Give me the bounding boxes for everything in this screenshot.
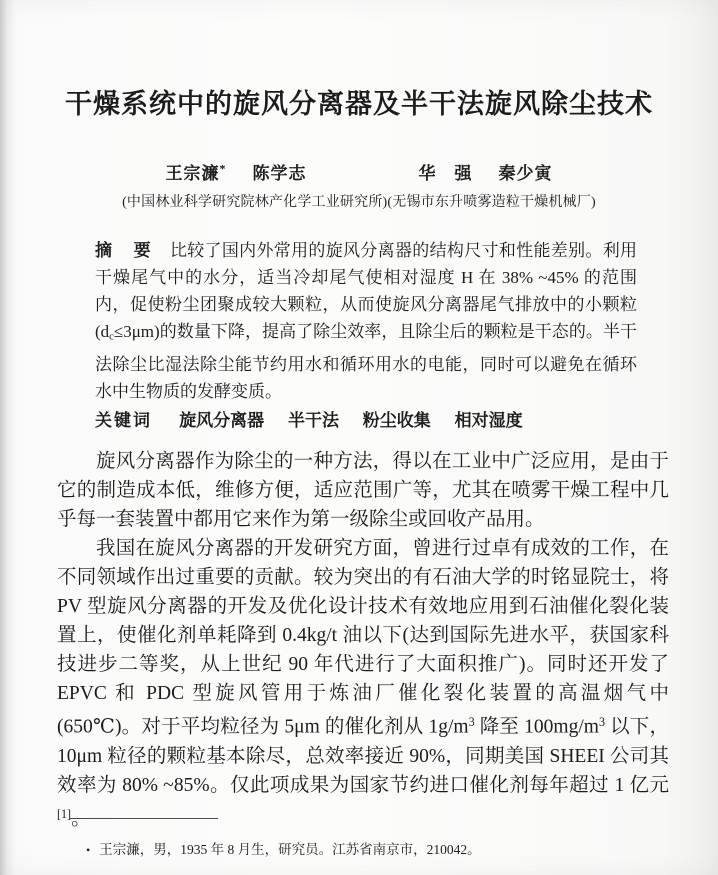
superscript-cubed-2: 3 bbox=[598, 715, 605, 729]
footnote-text: 王宗濂，男，1935 年 8 月生，研究员。江苏省南京市，210042。 bbox=[99, 842, 481, 857]
author-group-2 bbox=[419, 159, 553, 184]
keywords-label: 关键词 bbox=[95, 410, 152, 430]
subscript-c: c bbox=[109, 331, 114, 343]
author-name-1: 王宗濂* bbox=[165, 161, 227, 183]
authors-line bbox=[0, 159, 718, 184]
superscript-cubed-1: 3 bbox=[468, 715, 475, 729]
author-group-1 bbox=[166, 159, 307, 184]
abstract-section bbox=[95, 237, 637, 434]
footnote-separator bbox=[70, 818, 218, 819]
paragraph-2-text-2: 降至 100mg/m bbox=[474, 716, 599, 738]
author-name-4: 秦少寅 bbox=[498, 164, 553, 183]
author-footnote-mark: * bbox=[219, 161, 227, 176]
abstract-paragraph bbox=[95, 237, 637, 405]
footnote bbox=[86, 838, 646, 858]
keyword-3: 粉尘收集 bbox=[362, 410, 431, 430]
abstract-text-1: 比较了国内外常用的旋风分离器的结构尺寸和性能差别。利用干燥尾气中的水分，适当冷却尾气使相对湿度 H 在 38% ~45% 的范围内，促使粉尘团聚成较大颗粒，从而使旋风分离器尾气排放中的小颗粒(d bbox=[95, 241, 638, 341]
body-paragraph-1: 旋风分离器作为除尘的一种方法，得以在工业中广泛应用，是由于它的制造成本低，维修方便，适应范围广等，尤其在喷雾干燥工程中几乎每一套装置中都用它来作为第一级除尘或回收产品用。 bbox=[57, 451, 669, 530]
keywords-line bbox=[95, 407, 637, 434]
paragraph-2-text-4: 。 bbox=[71, 808, 91, 830]
author-name-2: 陈学志 bbox=[252, 164, 307, 183]
paragraph-2-text-1: 我国在旋风分离器的开发研究方面，曾进行过卓有成效的工作，在不同领域作出过重要的贡献。较为突出的有石油大学的时铭显院士，将 PV 型旋风分离器的开发及优化设计技术有效地应用到石油催化裂化装置上，使催化剂单耗降到 0.4kg/t 油以下(达到国际先进水平，获国家科技进步二等奖，从上世纪 90 年代进行了大面积推广)。同时还开发了 EPVC 和 PDC 型旋风管用于炼油厂催化裂化装置的高温烟气中(650℃)。对于平均粒径为 5μm 的催化剂从 1g/m bbox=[57, 538, 669, 738]
affiliation-line: (中国林业科学研究院林产化学工业研究所)(无锡市东升喷雾造粒干燥机械厂) bbox=[122, 195, 596, 210]
abstract-label: 摘 要 bbox=[95, 241, 153, 260]
body-paragraph-2 bbox=[57, 534, 669, 833]
keyword-2: 半干法 bbox=[287, 410, 339, 430]
author-name-3: 华 强 bbox=[418, 164, 473, 183]
paragraph-2-text-3: 以下，10μm 粒径的颗粒基本除尽，总效率接近 90%，同期美国 SHEEI 公司其效率为 80% ~85%。仅此项成果为国家节约进口催化剂每年超过 1 亿元 bbox=[57, 716, 669, 796]
footnote-marker: • bbox=[86, 843, 91, 857]
page-title: 干燥系统中的旋风分离器及半干法旋风除尘技术 bbox=[65, 89, 653, 120]
abstract-text-2: ≤3μm)的数量下降，提高了除尘效率，且除尘后的颗粒是干态的。半干法除尘比湿法除尘能节约用水和循环用水的电能，同时可以避免在循环水中生物质的发酵变质。 bbox=[95, 322, 637, 401]
keyword-4: 相对湿度 bbox=[454, 410, 523, 430]
citation-reference-1: [1] bbox=[57, 806, 72, 821]
keyword-1: 旋风分离器 bbox=[179, 410, 265, 430]
body-section bbox=[57, 447, 669, 833]
